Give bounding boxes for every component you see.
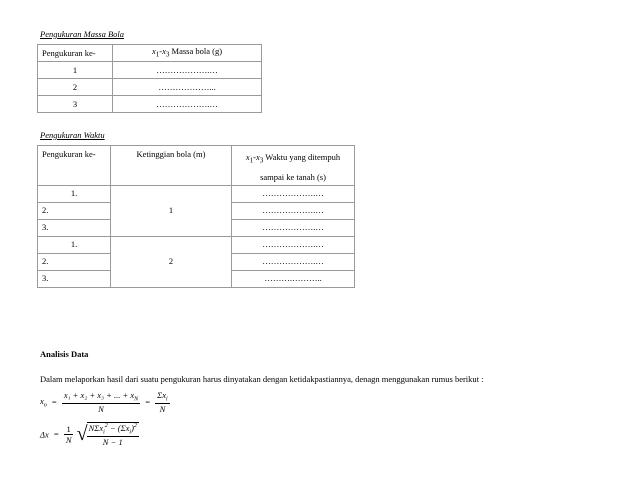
- row-value: ……………….…: [232, 219, 355, 236]
- table-header-row: [38, 146, 355, 186]
- row-value: ……………….…: [232, 185, 355, 202]
- row-number: 3: [38, 96, 113, 113]
- uncertainty-formula: Δx = $\frac{1}{N}$ √ $\frac{N\Sigma x_i^2 - (\Sigma x_i)^2}{N - 1}$: [40, 423, 137, 447]
- header-pengukuran: Pengukuran ke-: [38, 45, 113, 62]
- row-value: ……………….…: [232, 236, 355, 253]
- table-row: [38, 185, 355, 202]
- row-number: 3.: [38, 219, 111, 236]
- row-value: ……….………..: [232, 270, 355, 287]
- row-number: 2.: [38, 253, 111, 270]
- row-number: 1.: [38, 185, 111, 202]
- header-waktu: $x_1-x_3$ Waktu yang ditempuh sampai ke tanah (s): [232, 146, 355, 186]
- table-row: [38, 62, 262, 79]
- height-value: 1: [111, 185, 232, 236]
- row-number: 2.: [38, 202, 111, 219]
- row-value: ……………….…: [113, 96, 262, 113]
- mean-formula: $x_o$ = $\frac{x_1 + x_2 + x_3 + ... + x_N}{N}$ = $\frac{\Sigma x_i}{N}$: [40, 390, 168, 414]
- row-value: ……………….…: [232, 253, 355, 270]
- waktu-heading: Pengukuran Waktu: [40, 130, 105, 140]
- analisis-heading: Analisis Data: [40, 349, 89, 359]
- table-header-row: [38, 45, 262, 62]
- header-massa: $x_1-x_3$ Massa bola (g): [113, 45, 262, 62]
- sum-fraction: $\frac{\Sigma x_i}{N}$: [157, 390, 168, 414]
- row-value: ……………….…: [113, 62, 262, 79]
- one-over-n-fraction: $\frac{1}{N}$: [65, 423, 72, 445]
- row-number: 1.: [38, 236, 111, 253]
- row-value: ………………...: [113, 79, 262, 96]
- massa-table: [37, 44, 262, 113]
- waktu-table: [37, 145, 355, 288]
- table-row: [38, 79, 262, 96]
- massa-heading: Pengukuran Massa Bola: [40, 29, 125, 39]
- radical-sign: √: [76, 423, 88, 446]
- mean-fraction: $\frac{x_1 + x_2 + x_3 + ... + x_N}{N}$: [63, 390, 139, 414]
- row-number: 3.: [38, 270, 111, 287]
- row-number: 2: [38, 79, 113, 96]
- table-row: [38, 96, 262, 113]
- row-value: ……………….…: [232, 202, 355, 219]
- header-pengukuran: Pengukuran ke-: [38, 146, 111, 186]
- height-value: 2: [111, 236, 232, 287]
- table-row: [38, 236, 355, 253]
- row-number: 1: [38, 62, 113, 79]
- radical-fraction: $\frac{N\Sigma x_i^2 - (\Sigma x_i)^2}{N - 1}$: [88, 423, 137, 447]
- header-ketinggian: Ketinggian bola (m): [111, 146, 232, 186]
- analisis-paragraph: Dalam melaporkan hasil dari suatu pengukuran harus dinyatakan dengan ketidakpastiannya, denagn menggunakan rumus berikut :: [40, 374, 484, 384]
